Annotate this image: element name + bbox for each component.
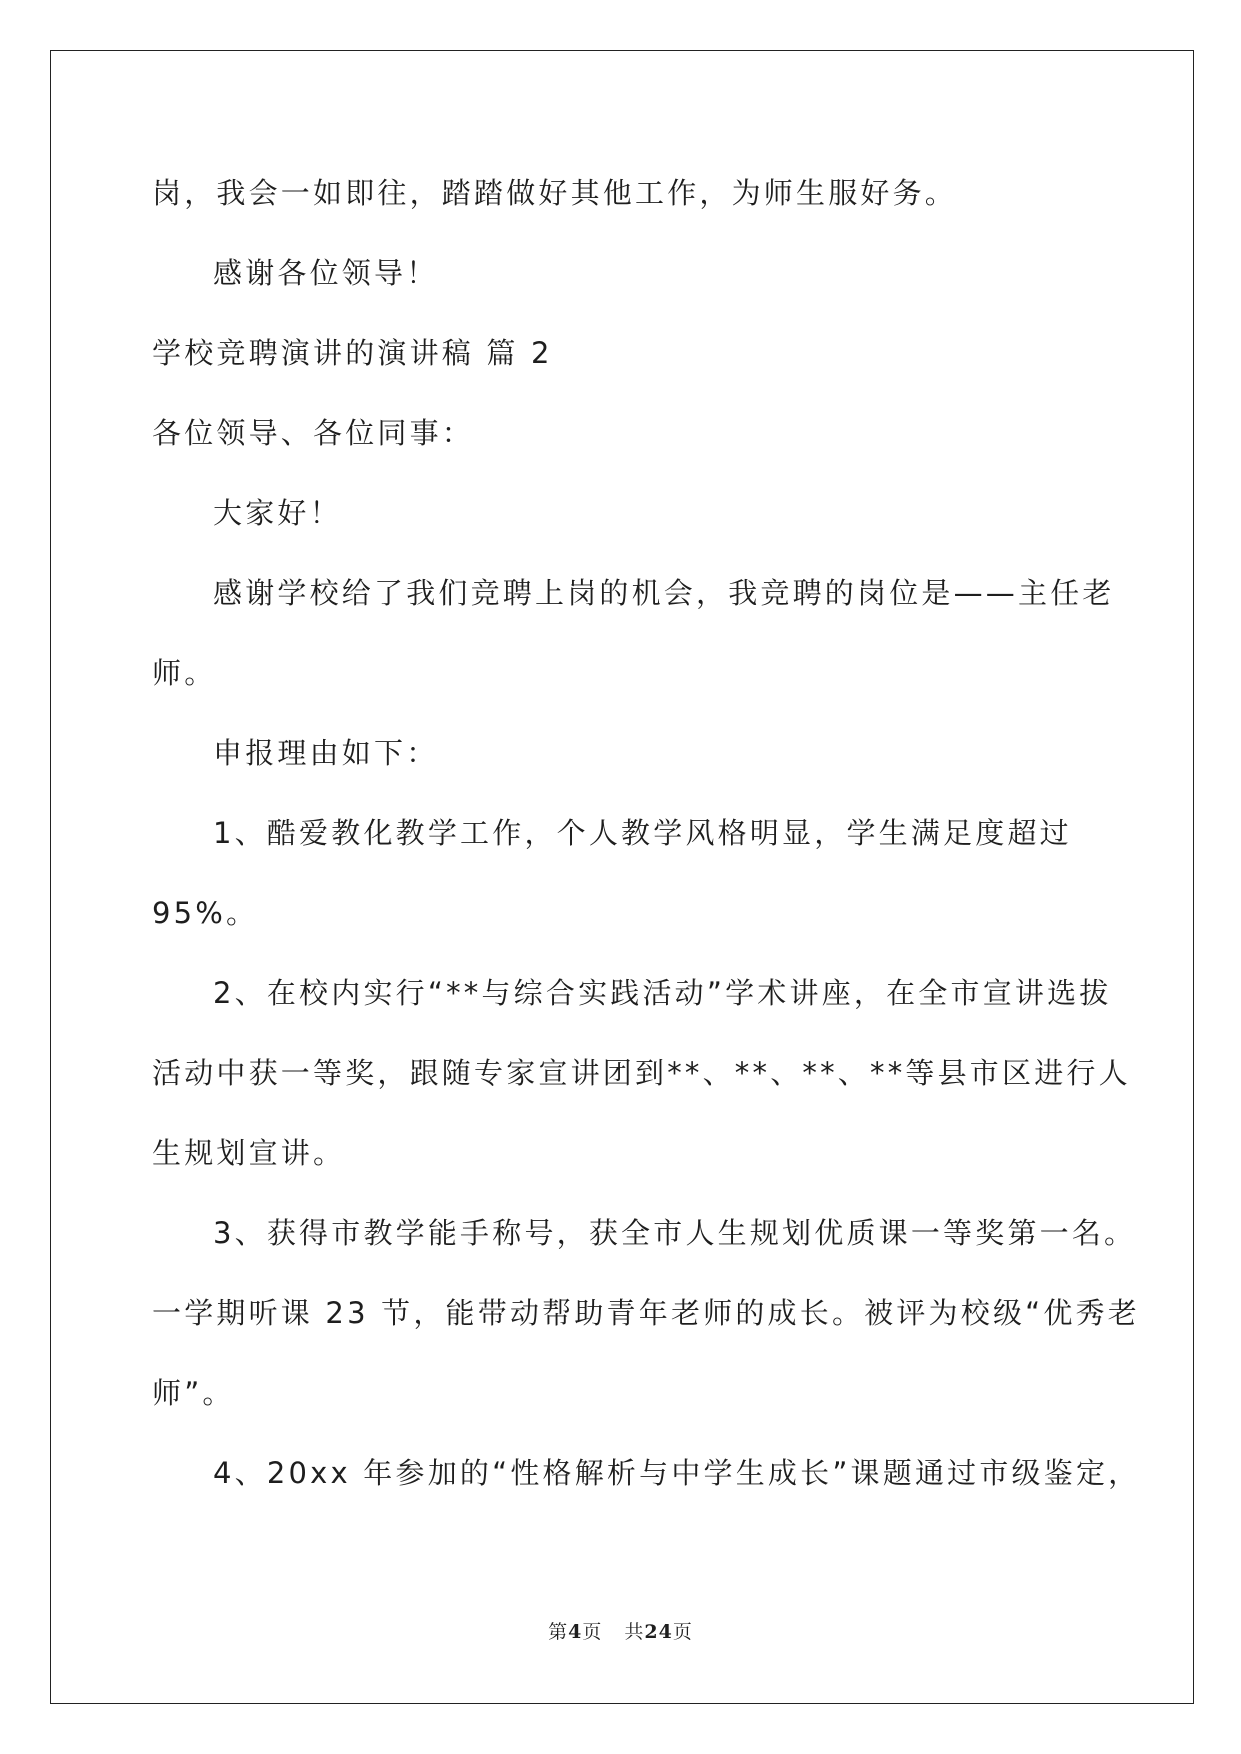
text-line: 师。 bbox=[152, 656, 217, 690]
footer-total-unit: 页 bbox=[672, 1621, 693, 1643]
list-item-line: 95%。 bbox=[152, 896, 259, 930]
footer-page-unit: 页 bbox=[582, 1621, 603, 1643]
footer-prefix: 第 bbox=[548, 1621, 569, 1643]
text-line: 感谢学校给了我们竞聘上岗的机会，我竞聘的岗位是——主任老 bbox=[213, 576, 1115, 610]
greeting: 大家好！ bbox=[213, 496, 342, 530]
list-item-line: 3、获得市教学能手称号，获全市人生规划优质课一等奖第一名。 bbox=[213, 1216, 1137, 1250]
footer-total-prefix: 共 bbox=[624, 1621, 645, 1643]
list-item-line: 生规划宣讲。 bbox=[152, 1136, 346, 1170]
list-item-line: 师”。 bbox=[152, 1376, 235, 1410]
text-line: 岗，我会一如即往，踏踏做好其他工作，为师生服好务。 bbox=[152, 176, 958, 210]
footer-page-number: 4 bbox=[568, 1621, 583, 1643]
footer-total-pages: 24 bbox=[644, 1621, 673, 1643]
section-heading: 学校竞聘演讲的演讲稿 篇 2 bbox=[152, 336, 553, 370]
salutation: 各位领导、各位同事： bbox=[152, 416, 475, 450]
list-item-line: 2、在校内实行“**与综合实践活动”学术讲座，在全市宣讲选拔 bbox=[213, 976, 1112, 1010]
list-item-line: 一学期听课 23 节，能带动帮助青年老师的成长。被评为校级“优秀老 bbox=[152, 1296, 1140, 1330]
list-item-line: 4、20xx 年参加的“性格解析与中学生成长”课题通过市级鉴定， bbox=[213, 1456, 1141, 1490]
list-item-line: 活动中获一等奖，跟随专家宣讲团到**、**、**、**等县市区进行人 bbox=[152, 1056, 1131, 1090]
text-line: 感谢各位领导！ bbox=[213, 256, 439, 290]
page-footer bbox=[0, 1617, 1241, 1644]
list-item-line: 1、酷爱教化教学工作，个人教学风格明显，学生满足度超过 bbox=[213, 816, 1072, 850]
text-line: 申报理由如下： bbox=[213, 736, 439, 770]
